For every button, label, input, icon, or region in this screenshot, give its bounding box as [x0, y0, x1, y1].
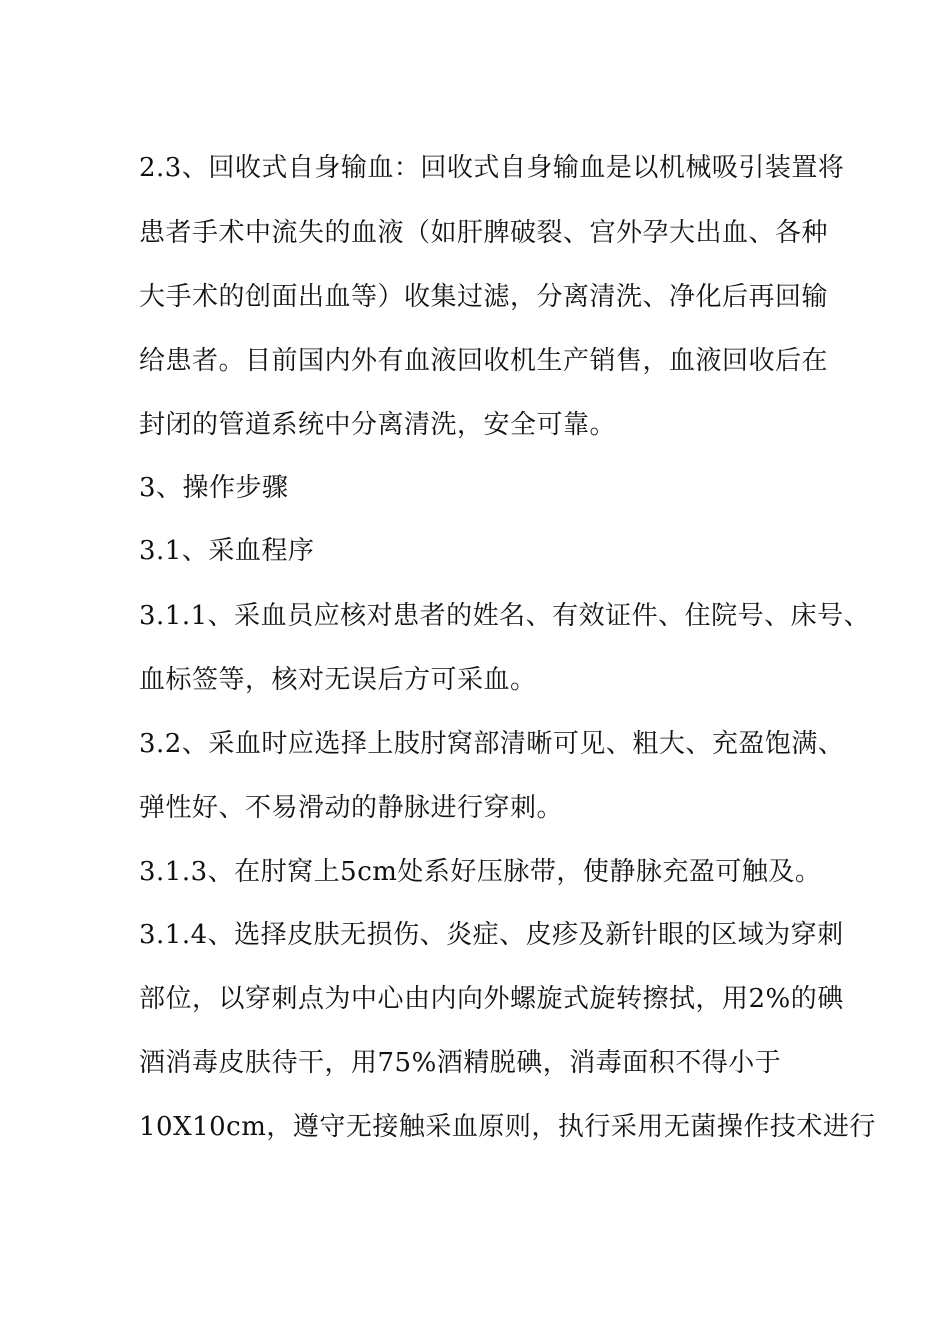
- section-heading: 3、操作步骤: [139, 473, 289, 503]
- text-line: 患者手术中流失的血液（如肝脾破裂、宫外孕大出血、各种: [139, 218, 829, 248]
- text-line: 封闭的管道系统中分离清洗，安全可靠。: [139, 410, 617, 440]
- text-line: 酒消毒皮肤待干，用75%酒精脱碘，消毒面积不得小于: [139, 1048, 782, 1078]
- text-line: 大手术的创面出血等）收集过滤，分离清洗、净化后再回输: [139, 282, 829, 312]
- text-line: 3.1.4、选择皮肤无损伤、炎症、皮疹及新针眼的区域为穿刺: [139, 920, 844, 950]
- subsection-heading: 3.1、采血程序: [139, 536, 315, 566]
- text-line: 3.1.3、在肘窝上5cm处系好压脉带，使静脉充盈可触及。: [139, 857, 822, 887]
- text-line: 血标签等，核对无误后方可采血。: [139, 665, 537, 695]
- text-line: 10X10cm，遵守无接触采血原则，执行采用无菌操作技术进行: [139, 1112, 876, 1142]
- text-line: 给患者。目前国内外有血液回收机生产销售，血液回收后在: [139, 346, 829, 376]
- text-line: 3.1.1、采血员应核对患者的姓名、有效证件、住院号、床号、: [139, 601, 871, 631]
- text-line: 3.2、采血时应选择上肢肘窝部清晰可见、粗大、充盈饱满、: [139, 729, 845, 759]
- text-line: 弹性好、不易滑动的静脉进行穿刺。: [139, 793, 564, 823]
- text-line: 2.3、回收式自身输血：回收式自身输血是以机械吸引装置将: [139, 153, 845, 183]
- text-line: 部位，以穿刺点为中心由内向外螺旋式旋转擦拭，用2%的碘: [139, 984, 844, 1014]
